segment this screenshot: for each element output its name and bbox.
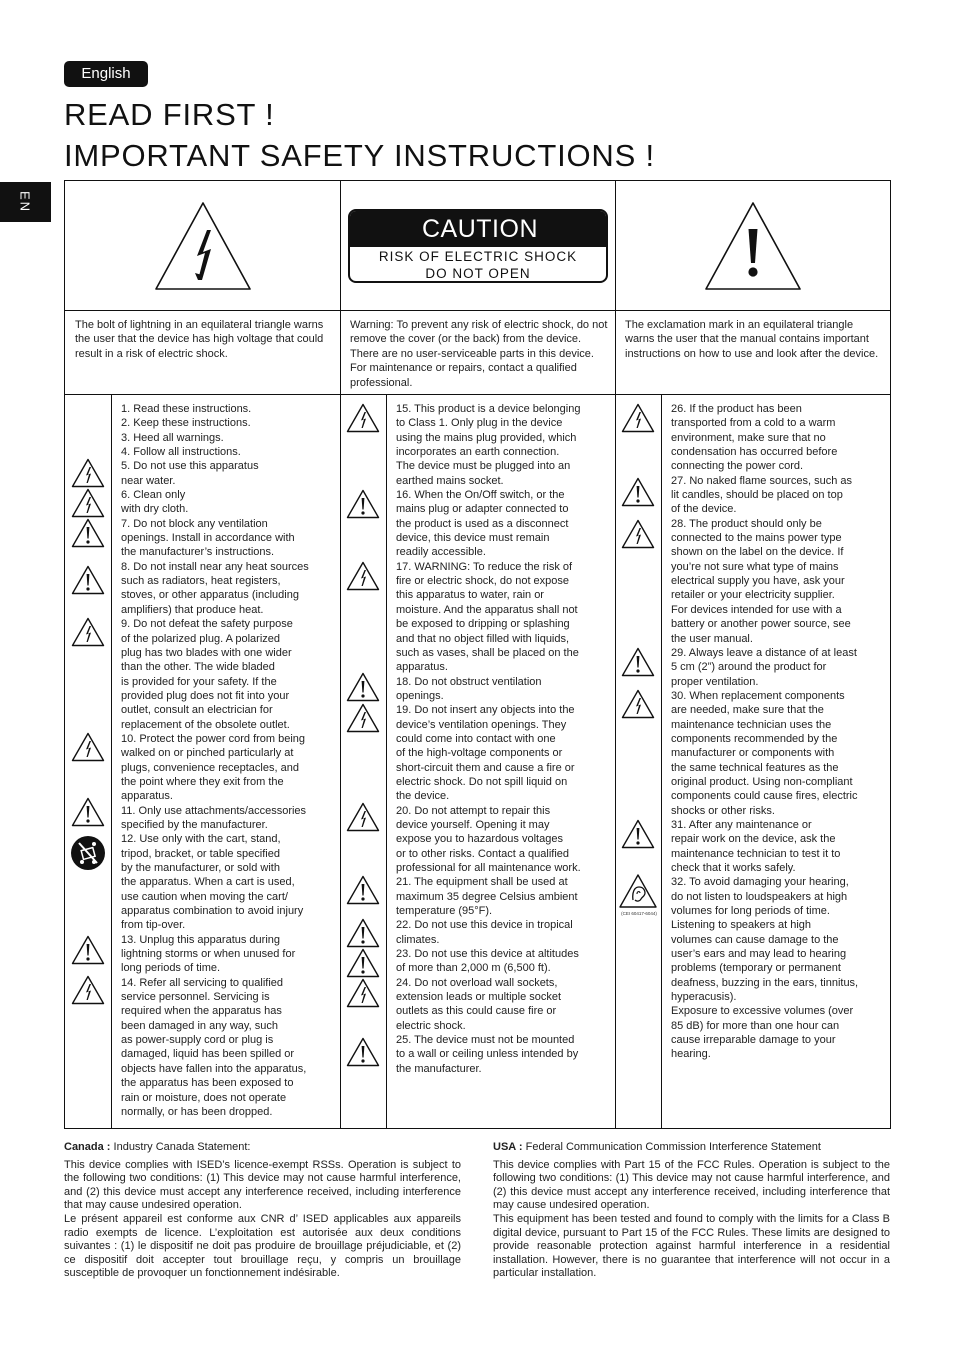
instruction-line: long periods of time. (121, 962, 221, 975)
instruction-line: moisture. And the apparatus shall not (396, 603, 578, 616)
usa-heading-text: Federal Communication Commission Interference Statement (522, 1141, 821, 1153)
exclamation-description: The exclamation mark in an equilateral triangle warns the user that the manual contains important instructions on how to use and look after the device. (625, 319, 879, 360)
lightning-icon (621, 519, 655, 549)
instruction-line: be exposed to dripping or splashing (396, 618, 570, 631)
instruction-line: 12. Use only with the cart, stand, (121, 833, 281, 846)
instruction-line: use caution when moving the cart/ (121, 890, 288, 903)
instruction-line: 15. This product is a device belonging (396, 403, 581, 415)
instruction-line: connected to the mains power type (671, 532, 842, 545)
instruction-line: rain or moisture, does not operate (121, 1091, 287, 1104)
instruction-line: 14. Refer all servicing to qualified (121, 976, 284, 989)
exclamation-icon (621, 819, 655, 849)
instruction-line: 7. Do not block any ventilation (121, 517, 268, 530)
lightning-icon (71, 488, 105, 518)
canada-heading (64, 1141, 461, 1155)
side-tab-label: EN (17, 190, 33, 214)
instruction-line: mains plug or adapter connected to (396, 503, 569, 516)
instructions-column-2 (396, 402, 611, 1076)
instruction-line: than the other. The wide bladed (121, 661, 275, 674)
instruction-line: environment, make sure that no (671, 431, 826, 444)
instruction-line: maximum 35 degree Celsius ambient (396, 890, 578, 903)
instruction-line: and that no object filled with liquids, (396, 632, 570, 645)
instruction-line: 27. No naked flame sources, such as (671, 474, 852, 487)
hearing-protection-icon (618, 873, 658, 909)
instruction-line: of the device. (671, 503, 737, 516)
instruction-line: volumes for long periods of time. (671, 905, 830, 918)
instruction-line: cause irreparable damage to your (671, 1034, 836, 1047)
instruction-line: 6. Clean only (121, 489, 186, 502)
instruction-line: the apparatus has been exposed to (121, 1077, 294, 1090)
instruction-line: outlet, consult an electrician for (121, 704, 273, 717)
language-side-tab (0, 182, 51, 222)
usa-paragraph-2: This equipment has been tested and found to comply with the limits for a Class B digital device, pursuant to Part 15 of the FCC Rules. These limits are designed to provide reasonable protection against harmful interference in a residential installation. However, there is no guarantee that interference will not occur in a particular installation. (493, 1212, 890, 1280)
instruction-line: manufacturer or components with (671, 747, 835, 760)
instruction-line: of the high-voltage components or (396, 747, 563, 760)
instruction-line: the user manual. (671, 632, 753, 645)
instruction-line: do not listen to loudspeakers at high (671, 890, 848, 903)
instruction-line: 26. If the product has been (671, 403, 802, 415)
instruction-line: this apparatus to water, rain or (396, 589, 544, 602)
instruction-line: condensation has occurred before (671, 446, 838, 459)
instruction-line: volumes can cause damage to the (671, 933, 839, 946)
instruction-line: deafness, buzzing in the ears, tinnitus, (671, 976, 859, 989)
caution-title: CAUTION (350, 211, 606, 247)
instruction-line: you’re not sure what type of mains (671, 560, 839, 573)
exclamation-icon (621, 477, 655, 507)
instruction-line: openings. (396, 689, 444, 702)
instruction-line: user’s ears and may lead to hearing (671, 948, 847, 961)
instruction-line: 2. Keep these instructions. (121, 417, 251, 430)
exclamation-icon (71, 935, 105, 965)
canada-paragraph-fr: Le présent appareil est conforme aux CNR d’ ISED applicables aux appareils radio exempts de licence. L’exploitation est autorisée aux deux conditions suivantes : (1) le dispositif ne doit pas produire de brouillage préjudiciable, et (2) ce dispositif doit accepter tout brouillage reçu, y compris un brouillage susceptible de provoquer un fonctionnement indésirable. (64, 1212, 461, 1280)
cart-warning-icon (70, 833, 106, 873)
divider (65, 310, 890, 311)
instruction-line: amplifiers) that produce heat. (121, 603, 264, 616)
lightning-icon (71, 458, 105, 488)
instruction-line: temperature (95°F). (396, 905, 493, 918)
instruction-line: service personnel. Servicing is (121, 991, 270, 1004)
title-line-2: IMPORTANT SAFETY INSTRUCTIONS ! (64, 138, 655, 173)
instruction-line: 18. Do not obstruct ventilation (396, 675, 542, 688)
instructions-column-1 (121, 402, 336, 1119)
instruction-line: earthed mains socket. (396, 474, 504, 487)
instruction-line: are needed, make sure that the (671, 704, 824, 717)
instruction-line: 24. Do not overload wall sockets, (396, 976, 558, 989)
instruction-line: such as vases, shall be placed on the (396, 646, 579, 659)
canada-heading-text: Industry Canada Statement: (110, 1141, 251, 1153)
instruction-line: to Class 1. Only plug in the device (396, 417, 563, 430)
instruction-line: 25. The device must not be mounted (396, 1034, 575, 1047)
lightning-icon (346, 703, 380, 733)
instruction-line: 20. Do not attempt to repair this (396, 804, 551, 817)
caution-line-2: DO NOT OPEN (425, 265, 531, 281)
instruction-line: the device. (396, 790, 450, 803)
instruction-line: could come into contact with one (396, 732, 556, 745)
instruction-line: retailer or your electricity supplier. (671, 589, 835, 602)
instruction-line: the apparatus. When a cart is used, (121, 876, 295, 889)
instructions-table (64, 394, 891, 1129)
instruction-line: incorporates an earth connection. (396, 446, 560, 459)
instruction-line: proper ventilation. (671, 675, 759, 688)
instruction-line: readily accessible. (396, 546, 486, 559)
usa-heading (493, 1141, 890, 1155)
instruction-line: tripod, bracket, or table specified (121, 847, 280, 860)
instruction-line: 23. Do not use this device at altitudes (396, 948, 579, 961)
instruction-line: 5. Do not use this apparatus (121, 460, 259, 473)
exclamation-icon (346, 1037, 380, 1067)
instruction-line: with dry cloth. (121, 503, 189, 516)
instruction-line: the same technical features as the (671, 761, 839, 774)
instruction-line: apparatus combination to avoid injury (121, 905, 304, 918)
divider (661, 395, 662, 1128)
instruction-line: using the mains plug provided, which (396, 431, 577, 444)
instruction-line: 11. Only use attachments/accessories (121, 804, 307, 817)
instruction-line: 30. When replacement components (671, 689, 845, 702)
instruction-line: the manufacturer. (396, 1062, 482, 1075)
instruction-line: electric shock. (396, 1019, 466, 1032)
instruction-line: hearing. (671, 1048, 711, 1061)
lightning-icon (346, 403, 380, 433)
canada-label: Canada : (64, 1141, 111, 1153)
instruction-line: device’s ventilation openings. They (396, 718, 567, 731)
instruction-line: plug has two blades with one wider (121, 646, 292, 659)
instruction-line: 21. The equipment shall be used at (396, 876, 568, 889)
instruction-line: electric shock. Do not spill liquid on (396, 775, 568, 788)
instruction-line: apparatus. (396, 661, 448, 674)
lightning-icon (71, 617, 105, 647)
instruction-line: battery or another power source, see (671, 618, 851, 631)
instruction-line: professional for all maintenance work. (396, 862, 581, 874)
exclamation-icon (346, 948, 380, 978)
instruction-line: damaged, liquid has been spilled or (121, 1048, 295, 1061)
instruction-line: Exposure to excessive volumes (over (671, 1005, 854, 1018)
caution-line-1: RISK OF ELECTRIC SHOCK (378, 248, 578, 264)
instruction-line: electrical supply you have, ask your (671, 575, 845, 588)
instruction-line: 17. WARNING: To reduce the risk of (396, 560, 573, 573)
instruction-line: shocks or other risks. (671, 804, 775, 817)
instruction-line: transported from a cold to a warm (671, 417, 836, 430)
divider (386, 395, 387, 1128)
exclamation-icon (346, 918, 380, 948)
lightning-icon (346, 978, 380, 1008)
lightning-symbol-cell (65, 181, 340, 310)
instruction-line: the point where they exit from the (121, 775, 284, 788)
instruction-line: such as radiators, heat registers, (121, 575, 281, 588)
instruction-line: original product. Using non-compliant (671, 775, 853, 788)
instruction-line: objects have fallen into the apparatus, (121, 1062, 307, 1075)
lightning-description: The bolt of lightning in an equilateral triangle warns the user that the device has high voltage that could result in a risk of electric shock. (75, 319, 324, 360)
instruction-line: maintenance technician uses the (671, 718, 832, 731)
exclamation-icon (71, 565, 105, 595)
instruction-line: 4. Follow all instructions. (121, 446, 241, 459)
divider (340, 395, 341, 1128)
exclamation-triangle-icon (703, 200, 803, 292)
title-line-1: READ FIRST ! (64, 97, 275, 132)
hearing-icon-caption: (CEI 60417-6044) (621, 911, 657, 916)
divider (615, 395, 616, 1128)
instruction-line: 5 cm (2”) around the product for (671, 661, 827, 674)
instruction-line: 32. To avoid damaging your hearing, (671, 876, 849, 889)
caution-label-cell (341, 181, 615, 310)
instruction-line: outlets as this could cause fire or (396, 1005, 557, 1018)
instruction-line: Listening to speakers at high (671, 919, 812, 932)
instruction-line: 9. Do not defeat the safety purpose (121, 618, 293, 631)
instruction-line: specified by the manufacturer. (121, 818, 268, 831)
instructions-column-3 (671, 402, 887, 1062)
instruction-line: by the manufacturer, or sold with (121, 862, 280, 874)
instruction-line: device yourself. Opening it may (396, 818, 550, 831)
instruction-line: 19. Do not insert any objects into the (396, 704, 575, 717)
instruction-line: been damaged in any way, such (121, 1019, 278, 1032)
instruction-line: short-circuit them and cause a fire or (396, 761, 575, 774)
instruction-line: hyperacusis). (671, 991, 737, 1004)
instruction-line: lightning storms or when unused for (121, 948, 296, 961)
instruction-line: 16. When the On/Off switch, or the (396, 489, 565, 502)
usa-statement (493, 1141, 890, 1281)
instruction-line: shown on the label on the device. If (671, 546, 844, 559)
lightning-icon (621, 689, 655, 719)
divider (111, 395, 112, 1128)
instruction-line: 29. Always leave a distance of at least (671, 646, 857, 659)
exclamation-icon (346, 489, 380, 519)
instruction-line: 85 dB) for more than one hour can (671, 1019, 840, 1032)
instruction-line: stoves, or other apparatus (including (121, 589, 299, 602)
instruction-line: or to other risks. Contact a qualified (396, 847, 570, 860)
instruction-line: 22. Do not use this device in tropical (396, 919, 573, 932)
instruction-line: 3. Heed all warnings. (121, 431, 224, 444)
instruction-line: problems (temporary or permanent (671, 962, 841, 975)
instruction-line: replacement of the obsolete outlet. (121, 718, 290, 731)
instruction-line: 31. After any maintenance or (671, 818, 812, 831)
exclamation-icon (621, 647, 655, 677)
instruction-line: openings. Install in accordance with (121, 532, 295, 545)
language-badge: English (64, 61, 148, 87)
instruction-line: the manufacturer’s instructions. (121, 546, 275, 559)
instruction-line: apparatus. (121, 790, 173, 803)
caution-text (350, 247, 606, 282)
symbols-table (64, 180, 891, 395)
instruction-line: 28. The product should only be (671, 517, 822, 530)
instruction-line: 13. Unplug this apparatus during (121, 933, 280, 946)
lightning-icon (621, 403, 655, 433)
instruction-line: repair work on the device, ask the (671, 833, 836, 846)
exclamation-icon (71, 518, 105, 548)
exclamation-icon (71, 797, 105, 827)
instruction-line: connecting the power cord. (671, 460, 804, 473)
usa-paragraph-1: This device complies with Part 15 of the FCC Rules. Operation is subject to the following two conditions: (1) This device may not cause harmful interference, and (2) this device must accept any interference received, including interference that may cause undesired operation. (493, 1158, 890, 1212)
instruction-line: For devices intended for use with a (671, 603, 842, 616)
caution-label (348, 209, 608, 283)
exclamation-icon (346, 672, 380, 702)
instruction-line: The device must be plugged into an (396, 460, 571, 473)
exclamation-symbol-cell (616, 181, 890, 310)
instruction-line: as power-supply cord or plug is (121, 1034, 274, 1047)
instruction-line: lit candles, should be placed on top (671, 489, 843, 502)
instruction-line: expose you to hazardous voltages (396, 833, 563, 846)
instruction-line: walked on or pinched particularly at (121, 747, 294, 760)
instruction-line: device, this device must remain (396, 532, 550, 545)
instruction-line: plugs, convenience receptacles, and (121, 761, 299, 774)
lightning-icon (71, 732, 105, 762)
instruction-line: components recommended by the (671, 732, 838, 745)
instruction-line: the product is used as a disconnect (396, 517, 569, 530)
page-title (64, 94, 655, 176)
instruction-line: from tip-over. (121, 919, 186, 932)
warning-description: Warning: To prevent any risk of electric shock, do not remove the cover (or the back) from the device. There are no user-serviceable parts in this device. For maintenance or repairs, contact a qualified professional. (350, 319, 608, 389)
usa-label: USA : (493, 1141, 523, 1153)
lightning-icon (346, 802, 380, 832)
instruction-line: check that it works safely. (671, 862, 796, 874)
instruction-line: to a wall or ceiling unless intended by (396, 1048, 579, 1061)
instruction-line: 10. Protect the power cord from being (121, 732, 306, 745)
instruction-line: maintenance technician to test it to (671, 847, 841, 860)
instruction-line: 1. Read these instructions. (121, 403, 252, 415)
instruction-line: components could cause fires, electric (671, 790, 858, 803)
instruction-line: 8. Do not install near any heat sources (121, 560, 309, 573)
lightning-icon (346, 561, 380, 591)
instruction-line: climates. (396, 933, 440, 946)
lightning-triangle-icon (153, 200, 253, 292)
canada-paragraph-en: This device complies with ISED’s licence-exempt RSSs. Operation is subject to the following two conditions: (1) This device may not cause harmful interference, and (2) this device must accept any interference received, including interference that may cause undesired operation. (64, 1158, 461, 1212)
instruction-line: of more than 2,000 m (6,500 ft). (396, 962, 551, 975)
instruction-line: of the polarized plug. A polarized (121, 632, 281, 645)
lightning-icon (71, 975, 105, 1005)
instruction-line: is provided for your safety. If the (121, 675, 277, 688)
instruction-line: near water. (121, 474, 176, 487)
instruction-line: extension leads or multiple socket (396, 991, 562, 1004)
canada-statement (64, 1141, 461, 1281)
instruction-line: normally, or has been dropped. (121, 1105, 273, 1118)
instruction-line: fire or electric shock, do not expose (396, 575, 570, 588)
exclamation-icon (346, 875, 380, 905)
instruction-line: required when the apparatus has (121, 1005, 282, 1018)
instruction-line: provided plug does not fit into your (121, 689, 290, 702)
